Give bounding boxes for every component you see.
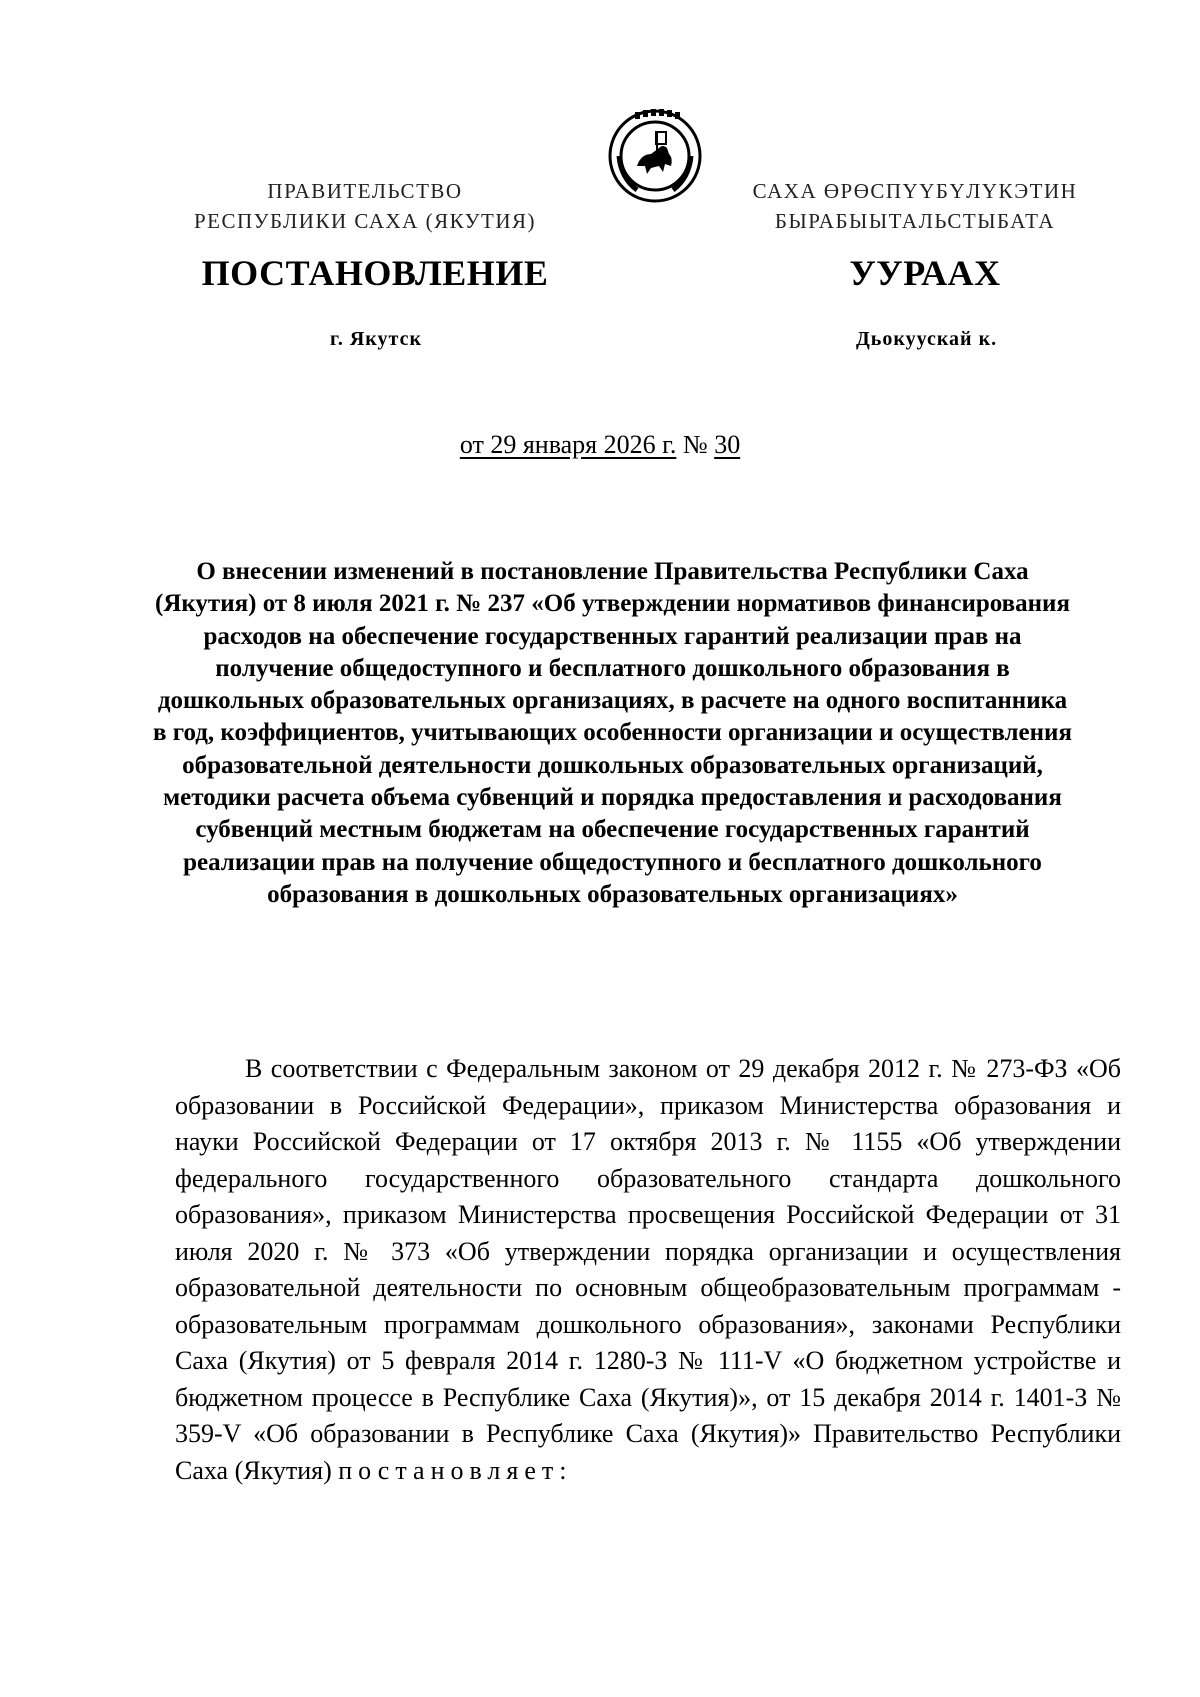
- org-name-ru: [175, 176, 555, 236]
- body-paragraph: [175, 1051, 1121, 1489]
- org-name-sah: [740, 176, 1090, 236]
- doc-type-ru: ПОСТАНОВЛЕНИЕ: [201, 253, 549, 293]
- doc-type-sah: УУРААХ: [849, 253, 1001, 293]
- document-number: 30: [714, 430, 741, 459]
- date-line: [0, 430, 1200, 460]
- org-name-sah-line2: БЫРАБЫЫТАЛЬСТЫБАТА: [774, 209, 1056, 233]
- emblem: [607, 108, 703, 204]
- document-title: О внесении изменений в постановление Правительства Республики Саха (Якутия) от 8 июля 2021 г. № 237 «Об утверждении нормативов финансирования расходов на обеспечение государственных гарантий реализации прав на получение общедоступного и бесплатного дошкольного образования в дошкольных образовательных организациях, в расчете на одного воспитанника в год, коэффициентов, учитывающих особенности организации и осуществления образовательной деятельности дошкольных образовательных организаций, методики расчета объема субвенций и порядка предоставления и расходования субвенций местным бюджетам на обеспечение государственных гарантий реализации прав на получение общедоступного и бесплатного дошкольного образования в дошкольных образовательных организациях»: [153, 558, 1072, 908]
- org-name-ru-line2: РЕСПУБЛИКИ САХА (ЯКУТИЯ): [193, 209, 537, 233]
- city-ru: г. Якутск: [330, 328, 422, 350]
- org-name-sah-line1: САХА ӨРӨСПҮҮБҮЛҮКЭТИН: [752, 179, 1078, 203]
- sakha-coat-of-arms-icon: [607, 108, 703, 204]
- decree-word: постановляет:: [338, 1455, 573, 1485]
- city-sah: Дьокуускай к.: [856, 328, 998, 350]
- preamble-text: В соответствии с Федеральным законом от 29 декабря 2012 г. № 273-ФЗ «Об образовании в Российской Федерации», приказом Министерства образования и науки Российской Федерации от 17 октября 2013 г. № 1155 «Об утверждении федерального государственного образовательного стандарта дошкольного образования», приказом Министерства просвещения Российской Федерации от 31 июля 2020 г. № 373 «Об утверждении порядка организации и осуществления образовательной деятельности по основным общеобразовательным программам - образовательным программам дошкольного образования», законами Республики Саха (Якутия) от 5 февраля 2014 г. 1280-З № 111-V «О бюджетном устройстве и бюджетном процессе в Республике Саха (Якутия)», от 15 декабря 2014 г. 1401-З № 359-V «Об образовании в Республике Саха (Якутия)» Правительство Республики Саха (Якутия): [175, 1054, 1121, 1485]
- number-sign: №: [682, 430, 708, 459]
- document-date: от 29 января 2026 г.: [459, 430, 677, 459]
- org-name-ru-line1: ПРАВИТЕЛЬСТВО: [267, 179, 463, 203]
